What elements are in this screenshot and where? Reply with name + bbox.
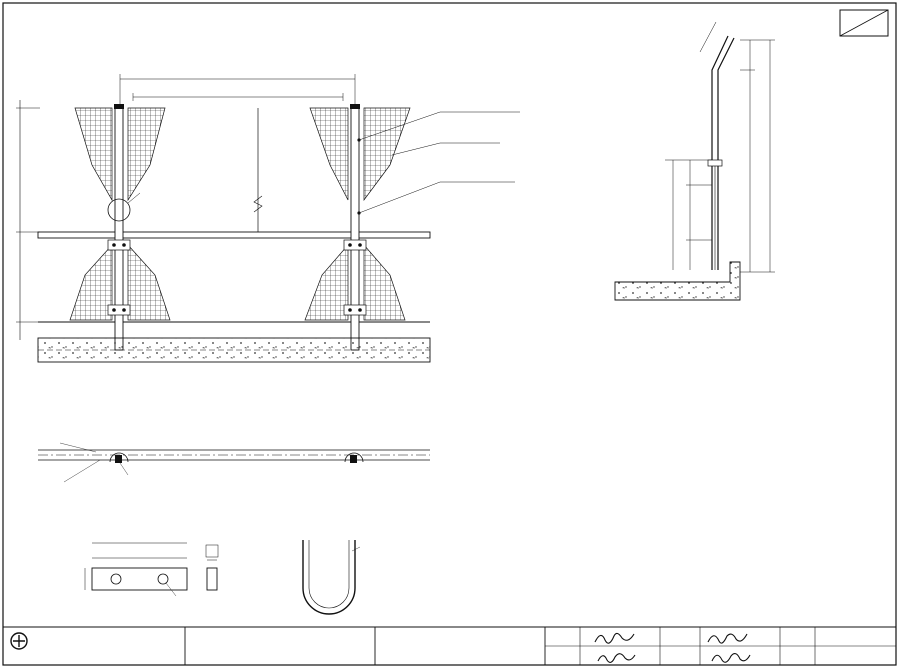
title-block [11, 627, 896, 665]
signature-review [598, 654, 635, 663]
signature-design [595, 633, 634, 643]
elevation-view [16, 74, 520, 362]
signature-second [712, 654, 750, 663]
plan-view [38, 443, 430, 482]
side-view [615, 22, 775, 300]
company-logo-icon [11, 633, 27, 649]
ubolt-detail [303, 540, 360, 614]
page-number-box [840, 10, 888, 36]
signature-first [708, 634, 747, 643]
pad-detail [85, 543, 218, 596]
